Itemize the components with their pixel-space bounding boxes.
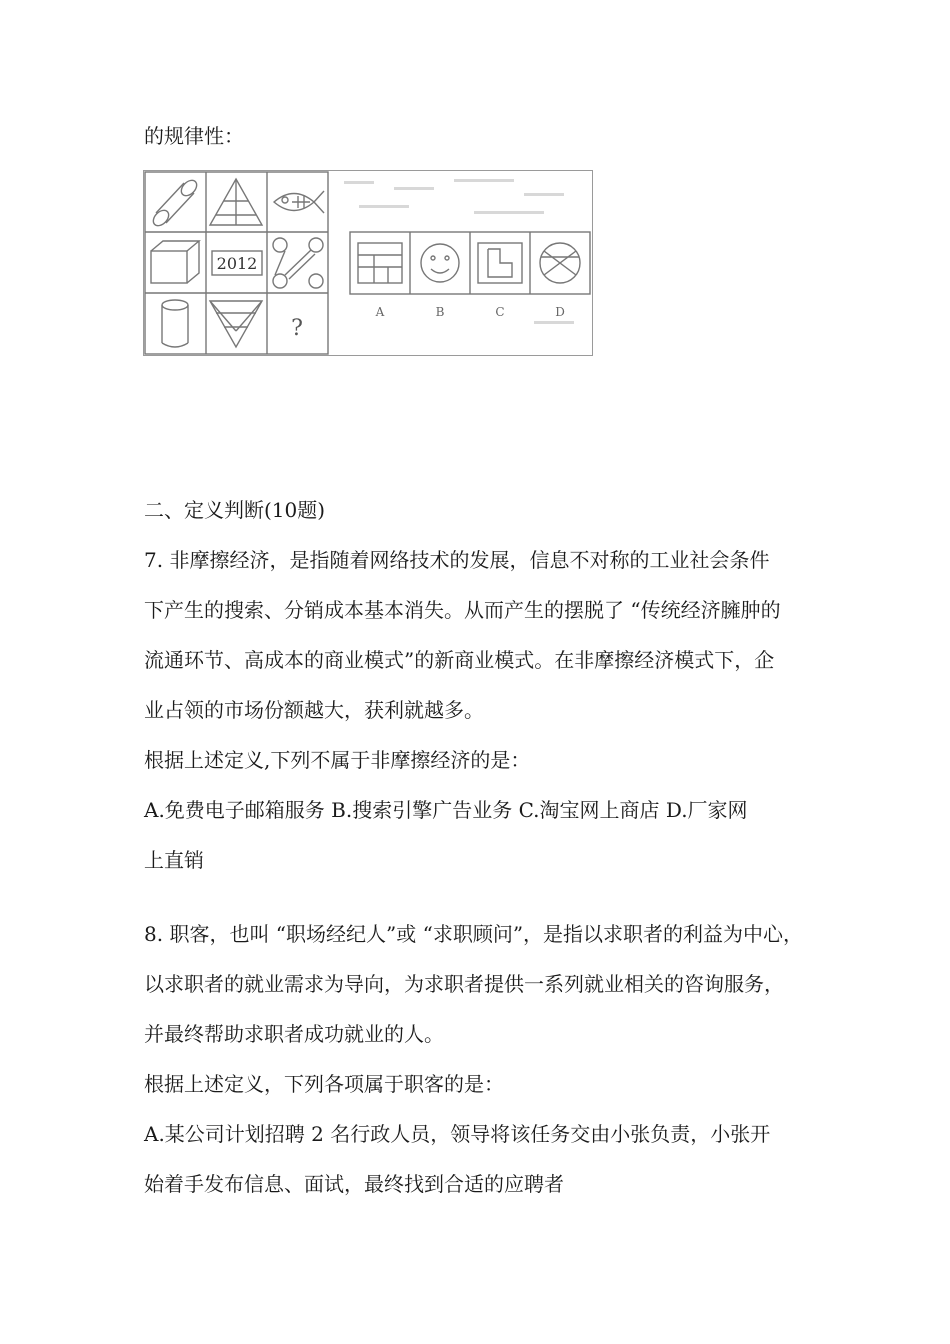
option-label-b: B — [435, 305, 445, 319]
q7-line: 7. 非摩擦经济，是指随着网络技术的发展，信息不对称的工业社会条件 — [144, 548, 770, 572]
q7-prompt: 根据上述定义,下列不属于非摩擦经济的是： — [144, 748, 531, 772]
option-d-figure — [540, 243, 580, 283]
option-a-figure — [358, 243, 402, 283]
year-label: 2012 — [216, 254, 258, 273]
q7-options: A.免费电子邮箱服务 B.搜索引擎广告业务 C.淘宝网上商店 D.厂家网 — [144, 798, 748, 822]
section-title: 二、定义判断(10题) — [144, 498, 326, 522]
option-c-figure — [478, 243, 522, 283]
q8-line: 并最终帮助求职者成功就业的人。 — [144, 1022, 444, 1046]
q7-line: 流通环节、高成本的商业模式”的新商业模式。在非摩擦经济模式下，企 — [144, 648, 775, 672]
reasoning-figure — [143, 170, 593, 356]
q7-line: 下产生的搜索、分销成本基本消失。从而产生的摆脱了 “传统经济臃肿的 — [144, 598, 781, 622]
tilted-cylinder-figure — [150, 177, 199, 228]
q7-options: 上直销 — [144, 848, 204, 872]
intro-text: 的规律性： — [144, 124, 244, 148]
cuboid-figure — [151, 241, 199, 283]
fish-figure — [274, 191, 324, 213]
option-b-figure — [421, 244, 459, 282]
q8-options: A.某公司计划招聘 2 名行政人员，领导将该任务交由小张负责，小张开 — [144, 1122, 771, 1146]
q8-line: 以求职者的就业需求为导向，为求职者提供一系列就业相关的咨询服务， — [144, 972, 784, 996]
circles-bars-figure — [273, 238, 323, 288]
upright-cylinder-figure — [162, 300, 188, 347]
options-row — [350, 232, 590, 294]
inverted-triangle-figure — [210, 301, 262, 347]
q8-options: 始着手发布信息、面试，最终找到合适的应聘者 — [144, 1172, 564, 1196]
stacked-triangle-figure — [210, 179, 262, 225]
question-mark: ? — [291, 316, 303, 341]
option-label-a: A — [375, 305, 385, 319]
option-label-c: C — [495, 305, 505, 319]
q8-prompt: 根据上述定义，下列各项属于职客的是： — [144, 1072, 504, 1096]
option-label-d: D — [555, 305, 565, 319]
q7-line: 业占领的市场份额越大，获利就越多。 — [144, 698, 484, 722]
year-box — [212, 251, 262, 275]
q8-line: 8. 职客，也叫 “职场经纪人”或 “求职顾问”，是指以求职者的利益为中心， — [144, 922, 804, 946]
figure-background-noise — [344, 179, 574, 324]
